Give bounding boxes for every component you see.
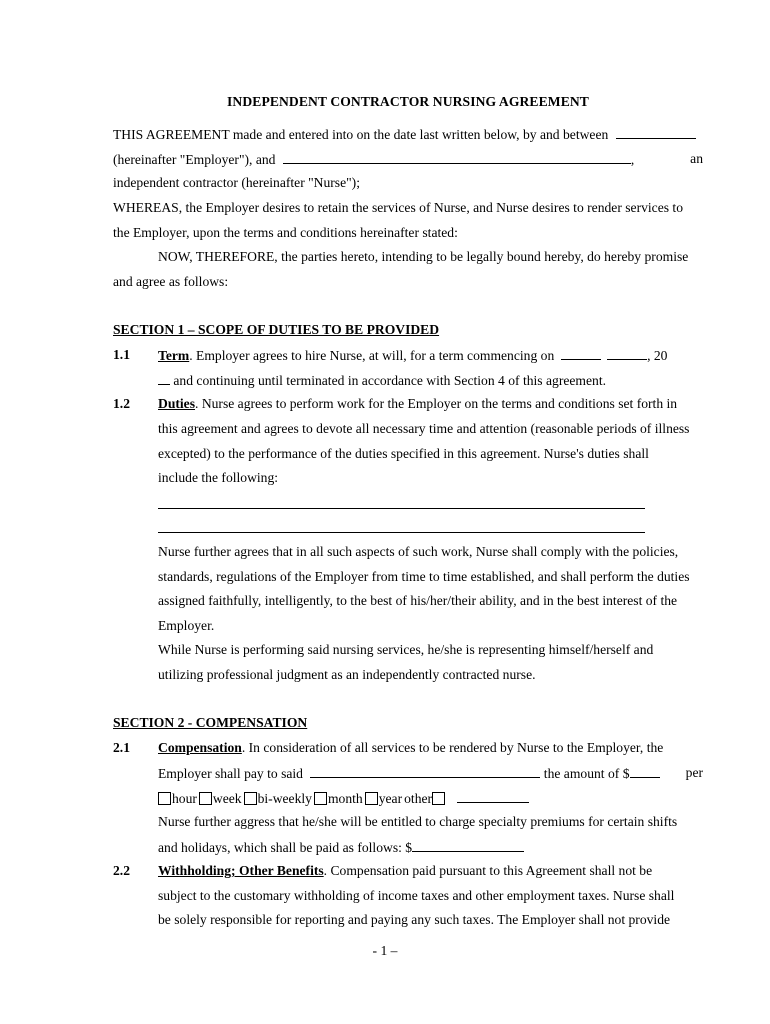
further-line-3: assigned faithfully, intelligently, to the best of his/her/their ability, and in the best interest of the xyxy=(158,593,678,608)
pay-period-options xyxy=(158,790,529,807)
compensation-text-2a: Employer shall pay to said xyxy=(158,766,303,781)
term-month-blank[interactable] xyxy=(561,347,601,360)
year-checkbox[interactable] xyxy=(365,792,378,805)
duties-text-1: . Nurse agrees to perform work for the Employer on the terms and conditions set forth in xyxy=(195,396,678,411)
further-line-4: Employer. xyxy=(158,618,215,633)
duties-blank-line-1[interactable] xyxy=(158,508,645,509)
term-year-blank[interactable] xyxy=(158,372,170,385)
section-2-1-number: 2.1 xyxy=(113,740,130,755)
while-line-2: utilizing professional judgment as an independently contracted nurse. xyxy=(158,667,536,682)
section-1-2-line-1 xyxy=(158,396,677,412)
premium-line-1: Nurse further aggress that he/she will be entitled to charge specialty premiums for certain shifts xyxy=(158,814,678,829)
further-line-1: Nurse further agrees that in all such aspects of such work, Nurse shall comply with the policies, xyxy=(158,544,679,559)
intro-text-an: an xyxy=(690,151,703,166)
nurse-name-blank[interactable] xyxy=(283,151,631,164)
duties-heading: Duties xyxy=(158,396,196,411)
section-1-1-number: 1.1 xyxy=(113,347,130,362)
term-year-prefix: , 20 xyxy=(647,348,668,363)
section-1-heading: SECTION 1 – SCOPE OF DUTIES TO BE PROVIDED xyxy=(113,322,440,337)
other-period-blank[interactable] xyxy=(457,790,529,803)
employer-name-blank[interactable] xyxy=(616,126,696,139)
intro-line-1 xyxy=(113,126,696,143)
further-line-2: standards, regulations of the Employer from time to time established, and shall perform the duties xyxy=(158,569,690,584)
section-2-2-number: 2.2 xyxy=(113,863,130,878)
section-1-2-line-4: include the following: xyxy=(158,470,279,485)
intro-text-2a: (hereinafter "Employer"), and xyxy=(113,152,276,167)
premium-text-2: and holidays, which shall be paid as follows: $ xyxy=(158,840,413,855)
other-label: other xyxy=(404,791,433,806)
term-text-1: . Employer agrees to hire Nurse, at will, for a term commencing on xyxy=(189,348,555,363)
compensation-amount-blank[interactable] xyxy=(630,765,660,778)
section-2-2-line-2: subject to the customary withholding of income taxes and other employment taxes. Nurse shall xyxy=(158,888,675,903)
duties-blank-line-2[interactable] xyxy=(158,532,645,533)
withholding-text-1: . Compensation paid pursuant to this Agreement shall not be xyxy=(323,863,653,878)
section-2-1-line-1 xyxy=(158,740,663,756)
premium-line-2 xyxy=(158,839,524,856)
term-day-blank[interactable] xyxy=(607,347,647,360)
while-line-1: While Nurse is performing said nursing services, he/she is representing himself/herself and xyxy=(158,642,654,657)
compensation-heading: Compensation xyxy=(158,740,242,755)
premium-amount-blank[interactable] xyxy=(412,839,524,852)
month-checkbox[interactable] xyxy=(314,792,327,805)
now-therefore-line-1: NOW, THEREFORE, the parties hereto, intending to be legally bound hereby, do hereby promise xyxy=(158,249,689,264)
document-title: INDEPENDENT CONTRACTOR NURSING AGREEMENT xyxy=(227,94,589,109)
week-label: week xyxy=(212,791,242,806)
week-checkbox[interactable] xyxy=(199,792,212,805)
compensation-per-label: per xyxy=(685,765,703,780)
section-1-2-line-2: this agreement and agrees to devote all necessary time and attention (reasonable periods of illness xyxy=(158,421,690,436)
intro-line-2 xyxy=(113,151,703,168)
intro-text-1: THIS AGREEMENT made and entered into on the date last written below, by and between xyxy=(113,127,609,142)
compensation-amount-label: the amount of $ xyxy=(543,766,630,781)
section-1-2-number: 1.2 xyxy=(113,396,130,411)
biweekly-checkbox[interactable] xyxy=(244,792,257,805)
section-2-2-line-3: be solely responsible for reporting and paying any such taxes. The Employer shall not provide xyxy=(158,912,671,927)
section-2-1-line-2 xyxy=(158,765,703,782)
year-label: year xyxy=(378,791,403,806)
compensation-text-1: . In consideration of all services to be rendered by Nurse to the Employer, the xyxy=(241,740,664,755)
section-1-2-line-3: excepted) to the performance of the duties specified in this agreement. Nurse's duties shall xyxy=(158,446,649,461)
intro-line-3: independent contractor (hereinafter "Nurse"); xyxy=(113,175,360,190)
hour-checkbox[interactable] xyxy=(158,792,171,805)
whereas-line-2: the Employer, upon the terms and conditions hereinafter stated: xyxy=(113,225,458,240)
section-2-heading: SECTION 2 - COMPENSATION xyxy=(113,715,308,730)
section-2-2-line-1 xyxy=(158,863,652,879)
term-heading: Term xyxy=(158,348,190,363)
whereas-line-1: WHEREAS, the Employer desires to retain the services of Nurse, and Nurse desires to render services to xyxy=(113,200,684,215)
biweekly-label: bi-weekly xyxy=(257,791,312,806)
term-text-2: and continuing until terminated in accordance with Section 4 of this agreement. xyxy=(170,373,607,388)
withholding-heading: Withholding; Other Benefits xyxy=(158,863,324,878)
section-1-1-line-1 xyxy=(158,347,667,364)
nurse-payee-blank[interactable] xyxy=(310,765,540,778)
other-checkbox[interactable] xyxy=(432,792,445,805)
now-therefore-line-2: and agree as follows: xyxy=(113,274,229,289)
page-number: - 1 – xyxy=(372,943,398,958)
section-1-1-line-2 xyxy=(158,372,606,389)
intro-comma: , xyxy=(630,152,635,167)
hour-label: hour xyxy=(172,791,197,806)
month-label: month xyxy=(327,791,363,806)
